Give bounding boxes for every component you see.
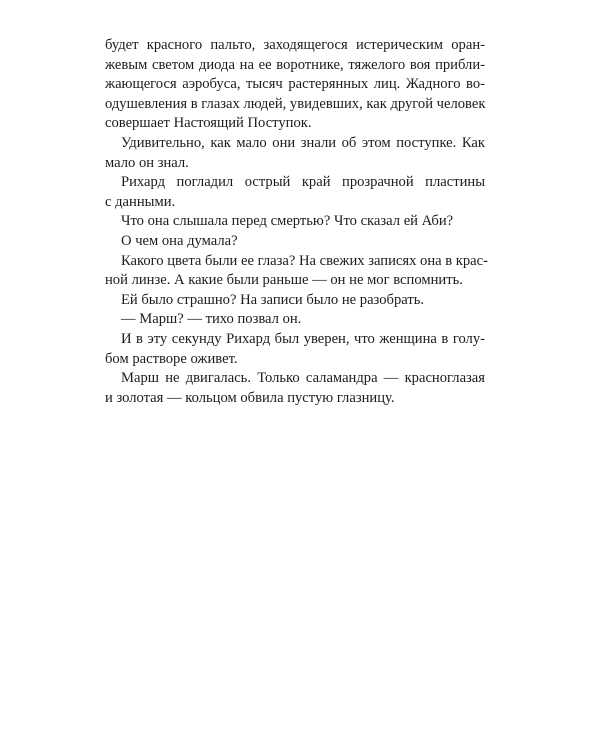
text-line: Марш не двигалась. Только саламандра — красноглазая	[121, 370, 485, 387]
text-line: бом растворе оживет.	[105, 350, 238, 367]
text-line: с данными.	[105, 193, 176, 210]
text-line: жевым светом диода на ее воротнике, тяжелого воя прибли-	[105, 56, 485, 73]
text-line: и золотая — кольцом обвила пустую глазницу.	[105, 389, 395, 406]
text-line: Что она слышала перед смертью? Что сказал ей Аби?	[121, 213, 454, 230]
page-text	[105, 36, 488, 408]
text-line: одушевления в глазах людей, увидевших, как другой человек	[105, 95, 486, 112]
text-line: мало он знал.	[105, 154, 189, 171]
text-line: Удивительно, как мало они знали об этом поступке. Как	[121, 134, 485, 151]
text-line: И в эту секунду Рихард был уверен, что женщина в голу-	[121, 330, 485, 347]
text-line: ной линзе. А какие были раньше — он не мог вспомнить.	[105, 272, 463, 289]
text-line: Какого цвета были ее глаза? На свежих записях она в крас-	[121, 252, 488, 269]
text-line: Рихард погладил острый край прозрачной пластины	[121, 174, 485, 191]
text-line: жающегося аэробуса, тысяч растерянных лиц. Жадного во-	[105, 76, 485, 93]
text-line: Ей было страшно? На записи было не разобрать.	[121, 291, 425, 308]
text-line: совершает Настоящий Поступок.	[105, 115, 312, 132]
text-line: будет красного пальто, заходящегося истерическим оран-	[105, 37, 485, 53]
text-line: — Марш? — тихо позвал он.	[121, 311, 302, 328]
text-line: О чем она думала?	[121, 232, 238, 249]
